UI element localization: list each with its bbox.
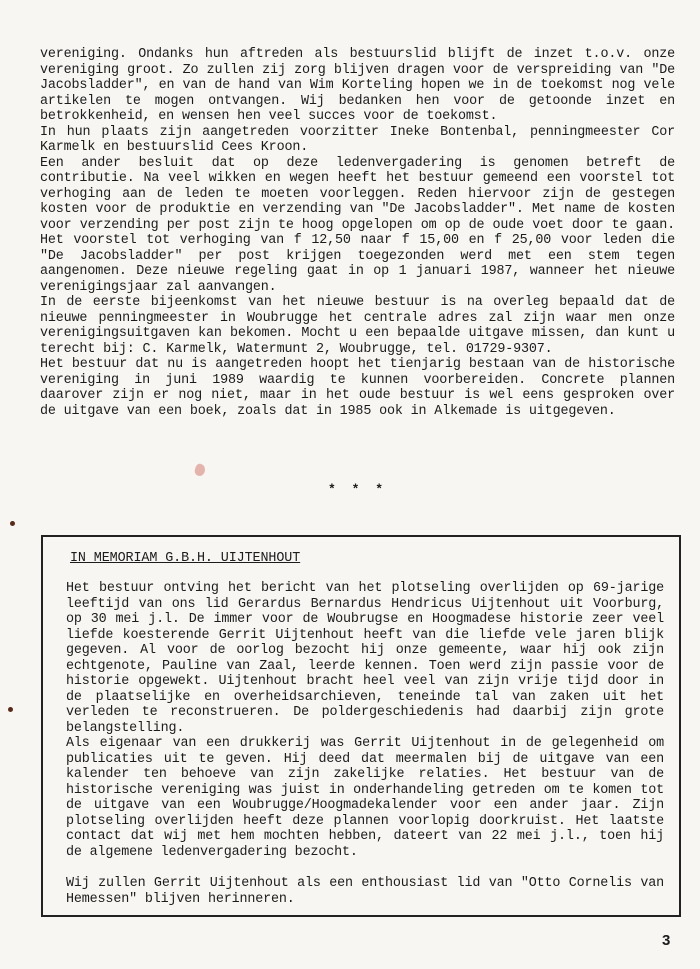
memoriam-body [66, 581, 664, 907]
memoriam-paragraph-printer: Als eigenaar van een drukkerij was Gerrit Uijtenhout in de gelegenheid om publicaties uit te geven. Hij deed dat meermalen bij de uitgave van een kalender ten behoeve van zijn zakelijke relaties. Het bestuur van de historische vereniging was juist in onderhandeling getreden om te komen tot de uitgave van een Woubrugge/Hoogmadekalender voor een ander jaar. Zijn plotseling overlijden heeft deze plannen voorlopig doorkruist. Het laatste contact dat wij met hem mochten hebben, dateert van 22 mei j.l., toen hij de algemene ledenvergadering bezocht. [66, 736, 664, 860]
memoriam-box [41, 535, 681, 917]
memoriam-paragraph-obituary: Het bestuur ontving het bericht van het plotseling overlijden op 69-jarige leeftijd van ons lid Gerardus Bernardus Hendricus Uijtenhout uit Voorburg, op 30 mei j.l. De immer voor de Woubrugse en Hoogmadese historie zeer veel liefde koesterende Gerrit Uijtenhout heeft van die liefde vele jaren blijk gegeven. Al voor de oorlog bezocht hij onze gemeente, waar hij ook zijn echtgenote, Pauline van Zaal, leerde kennen. Toen werd zijn passie voor de historie opgewekt. Uijtenhout bracht heel veel van zijn vrije tijd door in de plaatselijke en overheidsarchieven, teneinde tal van zaken uit het verleden te reconstrueren. De poldergeschiedenis had daarbij zijn grote belangstelling. [66, 581, 664, 736]
margin-bullet-mark [10, 521, 15, 526]
article-body [40, 47, 675, 419]
paragraph-central-address: In de eerste bijeenkomst van het nieuwe bestuur is na overleg bepaald dat de nieuwe penningmeester in Woubrugge het centrale adres zal zijn waar men onze verenigingsuitgaven kan bekomen. Mocht u een bepaalde uitgave missen, dan kunt u terecht bij: C. Karmelk, Watermunt 2, Woubrugge, tel. 01729-9307. [40, 295, 675, 357]
section-separator: * * * [328, 482, 388, 497]
paragraph-new-board: In hun plaats zijn aangetreden voorzitter Ineke Bontenbal, penningmeester Cor Karmelk en bestuurslid Cees Kroon. [40, 124, 675, 155]
paragraph-board-thanks: vereniging. Ondanks hun aftreden als bestuurslid blijft de inzet t.o.v. onze vereniging groot. Zo zullen zij zorg blijven dragen voor de verspreiding van "De Jacobsladder", en van de hand van Wim Korteling hopen we in de toekomst nog vele artikelen te mogen ontvangen. Wij bedanken hen voor de getoonde inzet en betrokkenheid, en wensen hen veel succes voor de toekomst. [40, 47, 675, 124]
memoriam-paragraph-remembrance: Wij zullen Gerrit Uijtenhout als een enthousiast lid van "Otto Cornelis van Hemessen" blijven herinneren. [66, 876, 664, 907]
red-ink-mark [193, 463, 207, 478]
page-number: 3 [662, 932, 671, 949]
paragraph-contribution: Een ander besluit dat op deze ledenvergadering is genomen betreft de contributie. Na veel wikken en wegen heeft het bestuur gemeend een voorstel tot verhoging aan de leden te moeten voorleggen. Reden hiervoor zijn de gestegen kosten voor de produktie en verzending van "De Jacobsladder". Met name de kosten voor verzending per post zijn te hoog opgelopen om op de oude voet door te gaan. Het voorstel tot verhoging van f 12,50 naar f 15,00 en f 25,00 voor leden die "De Jacobsladder" per post krijgen toegezonden werd met een stem tegen aangenomen. Deze nieuwe regeling gaat in op 1 januari 1987, wanneer het nieuwe verenigingsjaar zal aanvangen. [40, 155, 675, 295]
margin-bullet-mark [8, 707, 13, 712]
paragraph-anniversary: Het bestuur dat nu is aangetreden hoopt het tienjarig bestaan van de historische vereniging in juni 1989 waardig te kunnen voorbereiden. Concrete plannen daarover zijn er nog niet, maar in het oude bestuur is wel eens gesproken over de uitgave van een boek, zoals dat in 1985 ook in Alkemade is uitgegeven. [40, 357, 675, 419]
memoriam-title: IN MEMORIAM G.B.H. UIJTENHOUT [70, 551, 301, 566]
